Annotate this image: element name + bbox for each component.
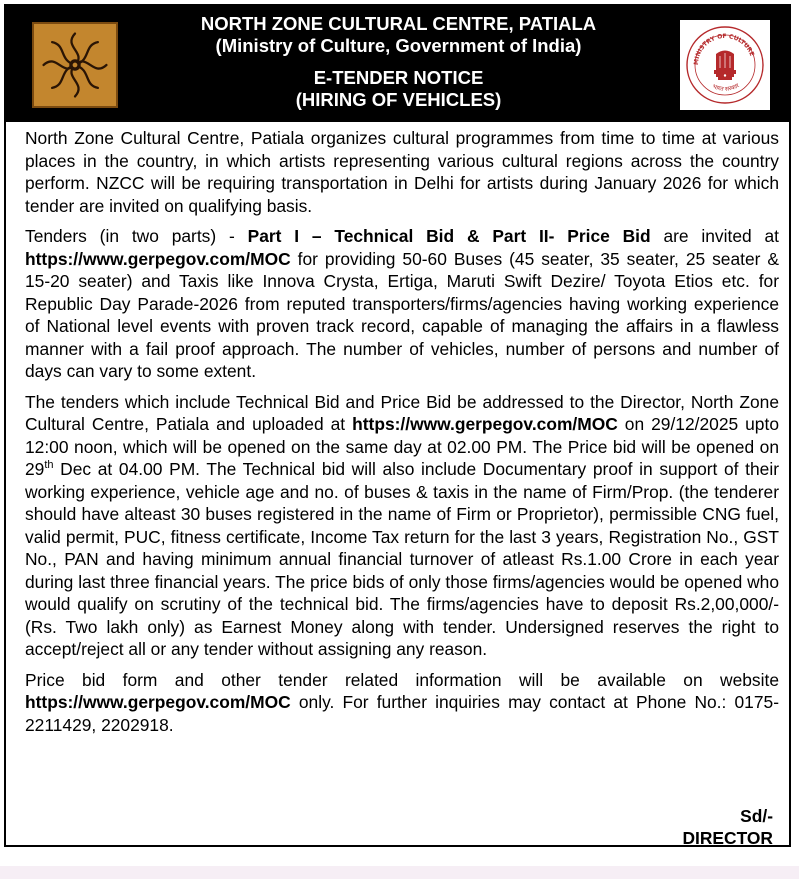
svg-text:भारत सरकार	[711, 82, 741, 93]
signature-designation: DIRECTOR	[682, 828, 773, 848]
paragraph-submission: The tenders which include Technical Bid and Price Bid be addressed to the Director, North Zone Cultural Centre, Patiala and uploaded at https://www.gerpegov.com/MOC on 29/12/2025 upto 12:00 noon, which will be opened on the same day at 02.00 PM. The Price bid will be opened on 29th Dec at 04.00 PM. The Technical bid will also include Documentary proof in support of their working experience, vehicle age and no. of buses & taxis in the name of Firm/Prop. (the tenderer should have alteast 30 buses registered in the name of Firm or Proprietor), permissible CNG fuel, valid permit, PUC, fitness certificate, Income Tax return for the last 3 years, Registration No., GST No., PAN and having minimum annual financial turnover of atleast Rs.1.00 Crore in each year during last three financial years. The price bids of only those firms/agencies would be opened who would qualify on scrutiny of the technical bid. The firms/agencies have to deposit Rs.2,00,000/- (Rs. Two lakh only) as Earnest Money along with tender. Undersigned reserves the right to accept/reject all or any tender without assigning any reason.	[25, 391, 779, 659]
notice-subtitle: (HIRING OF VEHICLES)	[295, 89, 502, 110]
page-bottom-strip	[0, 866, 799, 879]
tender-notice	[4, 4, 791, 847]
header-title-block	[131, 13, 666, 111]
notice-title: E-TENDER NOTICE	[313, 67, 484, 88]
ministry-of-culture-seal-icon	[680, 20, 770, 110]
signature-block	[682, 805, 773, 849]
seal-text-bottom: भारत सरकार	[711, 82, 741, 93]
notice-body	[25, 127, 779, 744]
tender-website-link[interactable]: https://www.gerpegov.com/MOC	[25, 248, 291, 269]
seal-text-top: MINISTRY OF CULTURE	[692, 32, 756, 66]
signature-sd: Sd/-	[740, 806, 773, 826]
paragraph-tenders: Tenders (in two parts) - Part I – Technical Bid & Part II- Price Bid are invited at https://www.gerpegov.com/MOC for providing 50-60 Buses (45 seater, 35 seater, 25 seater & 15-20 seater) and Taxis like Innova Crysta, Ertiga, Maruti Swift Dezire/ Toyota Etios etc. for Republic Day Parade-2026 from reputed transporters/firms/agencies having working experience of National level events with proven track record, capable of managing the affairs in a flawless manner with a fail proof approach. The number of vehicles, number of persons and number of days can vary to some extent.	[25, 226, 779, 381]
ministry-line: (Ministry of Culture, Government of India)	[215, 35, 582, 56]
bid-parts: Part I – Technical Bid & Part II- Price Bid	[247, 226, 651, 246]
org-name: NORTH ZONE CULTURAL CENTRE, PATIALA	[200, 13, 597, 34]
paragraph-intro: North Zone Cultural Centre, Patiala organizes cultural programmes from time to time at various places in the country, in which artists representing various cultural regions across the country perform. NZCC will be requiring transportation in Delhi for artists during January 2026 for which tender are invited on qualifying basis.	[25, 128, 779, 216]
tender-website-link[interactable]: https://www.gerpegov.com/MOC	[25, 692, 291, 712]
nzcc-emblem-icon	[32, 22, 118, 108]
notice-header	[6, 6, 789, 122]
paragraph-contact: Price bid form and other tender related information will be available on website https://www.gerpegov.com/MOC only. For further inquiries may contact at Phone No.: 0175-2211429, 2202918.	[25, 669, 779, 735]
tender-website-link[interactable]: https://www.gerpegov.com/MOC	[352, 414, 618, 434]
